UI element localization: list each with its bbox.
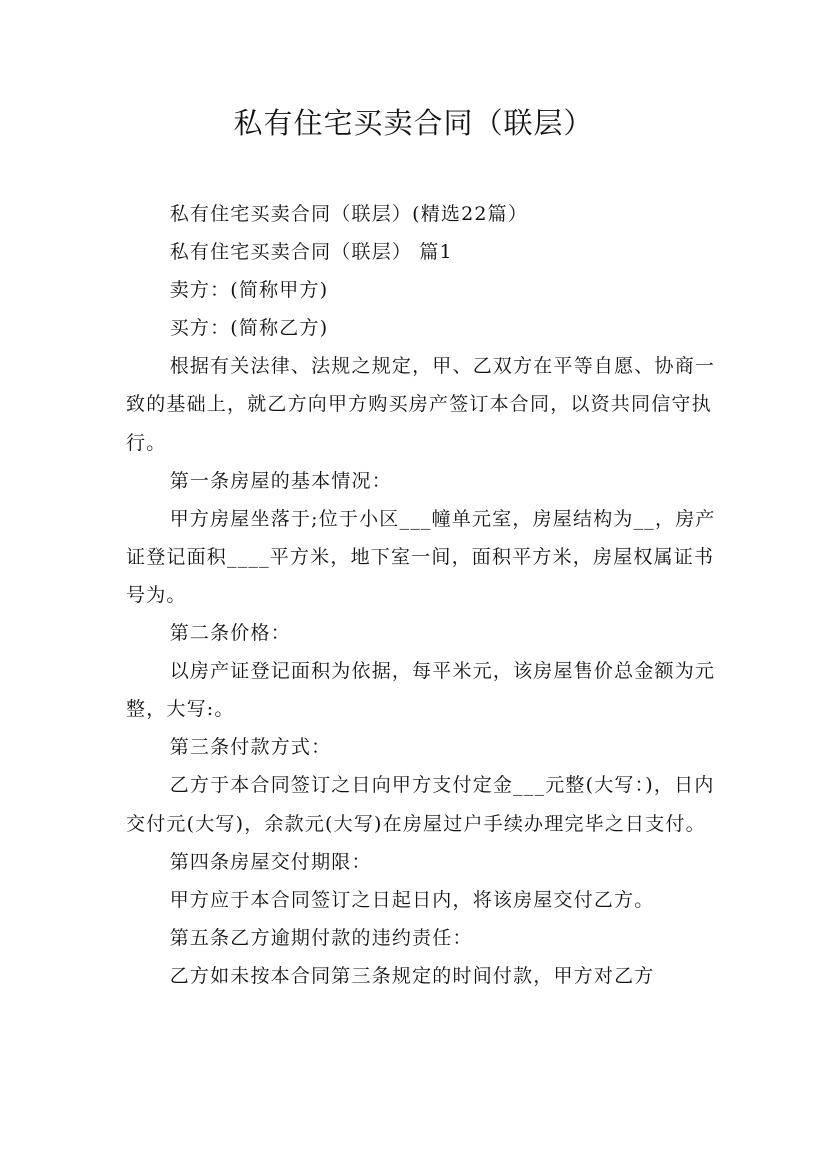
document-title: 私有住宅买卖合同（联层） <box>233 106 594 140</box>
paragraph-article-1-text: 甲方房屋坐落于;位于小区___幢单元室，房屋结构为__，房产证登记面积____平方米，地下室一间，面积平方米，房屋权属证书号为。 <box>126 507 716 606</box>
paragraph-article-3-heading: 第三条付款方式： <box>169 736 332 759</box>
paragraph-preamble: 根据有关法律、法规之规定，甲、乙双方在平等自愿、协商一致的基础上，就乙方向甲方购买房产签订本合同，以资共同信守执行。 <box>126 355 716 454</box>
paragraph-article-5-text: 乙方如未按本合同第三条规定的时间付款，甲方对乙方 <box>169 964 655 987</box>
paragraph-article-2-text: 以房产证登记面积为依据，每平米元，该房屋售价总金额为元整，大写:。 <box>126 660 716 721</box>
paragraph-seller: 卖方：(简称甲方) <box>169 279 329 302</box>
paragraph-section-heading: 私有住宅买卖合同（联层） 篇1 <box>169 241 453 264</box>
paragraph-subtitle: 私有住宅买卖合同（联层）(精选22篇） <box>169 203 529 225</box>
paragraph-article-4-text: 甲方应于本合同签订之日起日内，将该房屋交付乙方。 <box>169 888 655 911</box>
paragraph-article-4-heading: 第四条房屋交付期限： <box>169 850 372 873</box>
paragraph-article-2-heading: 第二条价格： <box>169 622 291 645</box>
paragraph-article-3-text: 乙方于本合同签订之日向甲方支付定金___元整(大写：)，日内交付元(大写)，余款元(大写)在房屋过户手续办理完毕之日支付。 <box>126 774 715 835</box>
paragraph-buyer: 买方：(简称乙方) <box>169 317 329 340</box>
paragraph-article-1-heading: 第一条房屋的基本情况： <box>169 469 392 492</box>
paragraph-article-5-heading: 第五条乙方逾期付款的违约责任： <box>169 926 473 949</box>
document-body <box>126 195 718 995</box>
